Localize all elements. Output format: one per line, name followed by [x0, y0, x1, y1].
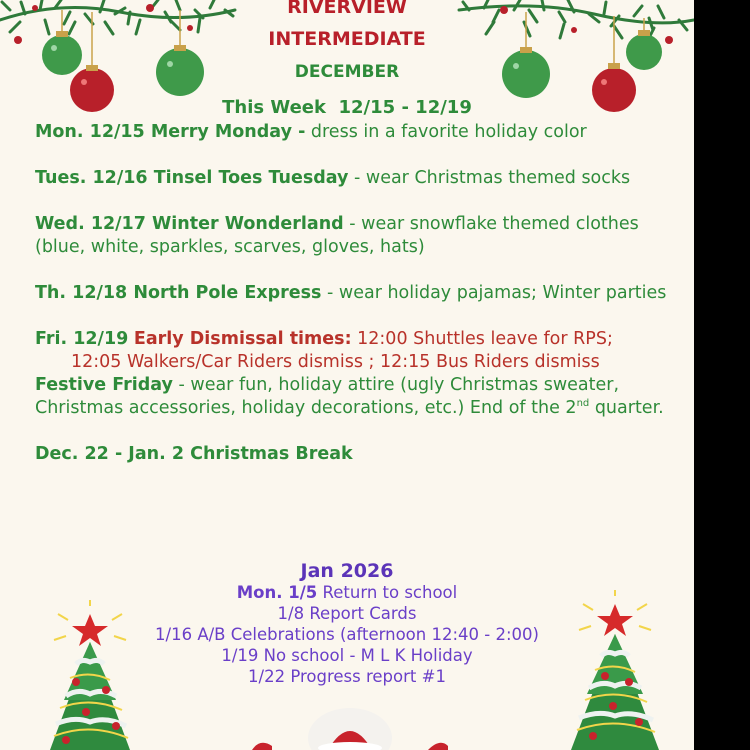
day-label: Th. 12/18 North Pole Express [35, 283, 322, 303]
january-item-report-cards: 1/8 Report Cards [277, 604, 417, 623]
festive-friday-label: Festive Friday [35, 375, 173, 395]
ordinal-suffix: nd [576, 398, 590, 410]
day-description: dress in a favorite holiday color [305, 122, 587, 142]
day-entry-wednesday [35, 213, 675, 259]
day-description: - wear Christmas themed socks [348, 168, 631, 188]
day-entry-friday [35, 328, 675, 420]
day-entry-tuesday [35, 167, 675, 190]
school-name-line2: INTERMEDIATE [268, 28, 426, 50]
santa-hat-decoration [250, 690, 450, 750]
day-label: Mon. 12/15 Merry Monday - [35, 122, 306, 142]
january-title: Jan 2026 [300, 560, 394, 582]
january-item-progress-report: 1/22 Progress report #1 [248, 667, 446, 686]
friday-dismissal-line [35, 328, 675, 351]
christmas-break-notice: Dec. 22 - Jan. 2 Christmas Break [35, 444, 353, 464]
day-description: - wear snowflake themed clothes (blue, white, sparkles, scarves, gloves, hats) [35, 214, 639, 257]
school-name-line1: RIVERVIEW [287, 0, 407, 18]
day-label: Tues. 12/16 Tinsel Toes Tuesday [35, 168, 349, 188]
january-item-label: Mon. 1/5 [236, 583, 318, 602]
festive-friday-description: - wear fun, holiday attire (ugly Christmas sweater, Christmas accessories, holiday decorations, etc.) End of the 2 [35, 375, 620, 418]
day-label: Fri. 12/19 [35, 329, 129, 349]
festive-friday-text [35, 374, 675, 420]
day-description: - wear holiday pajamas; Winter parties [321, 283, 667, 303]
dismissal-time-shuttles: 12:00 Shuttles leave for RPS; [351, 329, 613, 349]
january-item-text: Return to school [317, 583, 458, 602]
day-entry-thursday [35, 282, 675, 305]
dismissal-time-walkers-bus: 12:05 Walkers/Car Riders dismiss ; 12:15 Bus Riders dismiss [71, 352, 600, 372]
january-section [0, 560, 694, 687]
january-item-return [0, 582, 694, 603]
week-title: This Week 12/15 - 12/19 [222, 97, 472, 118]
early-dismissal-label: Early Dismissal times: [133, 329, 352, 349]
day-label: Wed. 12/17 Winter Wonderland [35, 214, 344, 234]
schedule-content [35, 121, 675, 489]
january-item-no-school: 1/19 No school - M L K Holiday [221, 646, 473, 665]
month-title: DECEMBER [294, 62, 400, 82]
festive-friday-end: quarter. [589, 398, 664, 418]
january-item-celebrations: 1/16 A/B Celebrations (afternoon 12:40 - 2:00) [155, 625, 539, 644]
day-entry-monday [35, 121, 675, 144]
